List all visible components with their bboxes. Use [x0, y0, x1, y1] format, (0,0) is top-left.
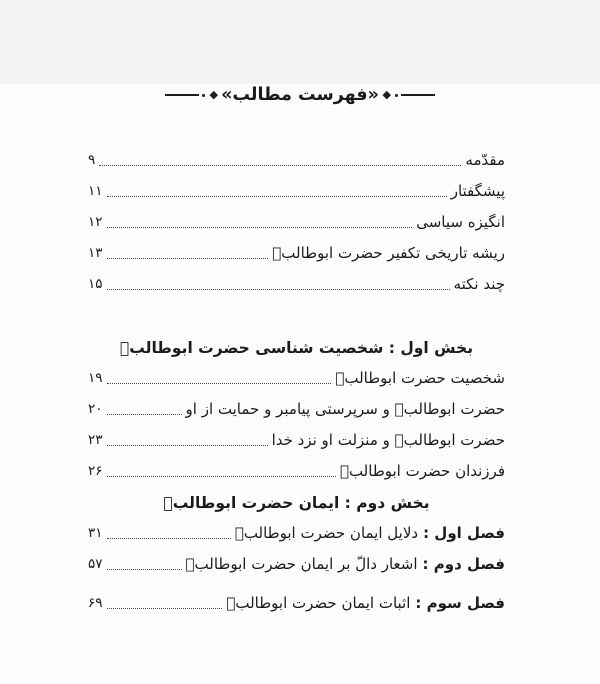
- toc-entry-page: ۲۳: [88, 432, 103, 448]
- toc-entry-page: ۱۵: [88, 276, 103, 292]
- title-diamond-ornament: [209, 91, 217, 99]
- toc-entry-title: حضرت ابوطالبؑ و سرپرستی پیامبر و حمایت از او: [185, 400, 505, 418]
- toc-entry-title: چند نکته: [453, 275, 505, 293]
- dotted-leader: [107, 399, 182, 415]
- toc-entry: [88, 274, 505, 305]
- title-dot-ornament: [395, 94, 398, 97]
- title-rule-left: [165, 94, 199, 96]
- dotted-leader: [107, 593, 223, 609]
- toc-entry-page: ۱۱: [88, 183, 103, 199]
- toc-entry-page: ۳۱: [88, 525, 103, 541]
- toc-entry: [88, 554, 505, 585]
- toc-entry-page: ۲۰: [88, 401, 103, 417]
- toc-entry-title: اشعار دالّ بر ایمان حضرت ابوطالبؑ: [185, 555, 418, 573]
- toc-list: [88, 150, 505, 624]
- dotted-leader: [107, 554, 182, 570]
- toc-entry-title: انگیزه سیاسی: [416, 213, 505, 231]
- toc-entry-title: پیشگفتار: [450, 182, 505, 200]
- toc-entry: [88, 523, 505, 554]
- dotted-leader: [107, 368, 332, 384]
- section-heading: بخش اول : شخصیت شناسی حضرت ابوطالبؑ: [119, 339, 474, 357]
- toc-entry-title: شخصیت حضرت ابوطالبؑ: [335, 369, 505, 387]
- dotted-leader: [107, 181, 447, 197]
- toc-entry-page: ۶۹: [88, 595, 103, 611]
- dotted-leader: [107, 461, 336, 477]
- title-rule-right: [401, 94, 435, 96]
- toc-entry: [88, 399, 505, 430]
- toc-entry: [88, 181, 505, 212]
- toc-entry-title: فرزندان حضرت ابوطالبؑ: [339, 462, 505, 480]
- toc-entry-page: ۵۷: [88, 556, 103, 572]
- toc-entry-page: ۹: [88, 152, 96, 168]
- toc-title-block: [0, 84, 600, 106]
- toc-entry-chapter-label: فصل دوم :: [422, 555, 505, 573]
- book-toc-page: [0, 84, 600, 684]
- toc-entry-page: ۱۳: [88, 245, 103, 261]
- toc-entry: [88, 150, 505, 181]
- dotted-leader: [107, 243, 269, 259]
- title-diamond-ornament: [383, 91, 391, 99]
- dotted-leader: [107, 212, 413, 228]
- toc-entry: [88, 212, 505, 243]
- toc-entry-page: ۱۹: [88, 370, 103, 386]
- dotted-leader: [107, 430, 268, 446]
- toc-entry-title: دلایل ایمان حضرت ابوطالبؑ: [234, 524, 419, 542]
- dotted-leader: [99, 150, 461, 166]
- toc-entry-chapter-label: فصل سوم :: [415, 594, 505, 612]
- toc-entry-partially-clipped: [88, 593, 505, 624]
- toc-entry: [88, 243, 505, 274]
- toc-entry-title: مقدّمه: [465, 151, 505, 169]
- toc-entry: [88, 368, 505, 399]
- section-heading: بخش دوم : ایمان حضرت ابوطالبؑ: [163, 494, 430, 512]
- toc-entry-chapter-label: فصل اول :: [423, 524, 505, 542]
- toc-entry-title: ریشه تاریخی تکفیر حضرت ابوطالبؑ: [272, 244, 505, 262]
- toc-entry-page: ۲۶: [88, 463, 103, 479]
- toc-entry: [88, 430, 505, 461]
- toc-entry-page: ۱۲: [88, 214, 103, 230]
- toc-entry-title: حضرت ابوطالبؑ و منزلت او نزد خدا: [271, 431, 505, 449]
- title-dot-ornament: [202, 94, 205, 97]
- toc-entry-title: اثبات ایمان حضرت ابوطالبؑ: [226, 594, 411, 612]
- dotted-leader: [107, 523, 231, 539]
- dotted-leader: [107, 274, 450, 290]
- toc-entry: [88, 461, 505, 492]
- page-title: «فهرست مطالب»: [221, 85, 379, 105]
